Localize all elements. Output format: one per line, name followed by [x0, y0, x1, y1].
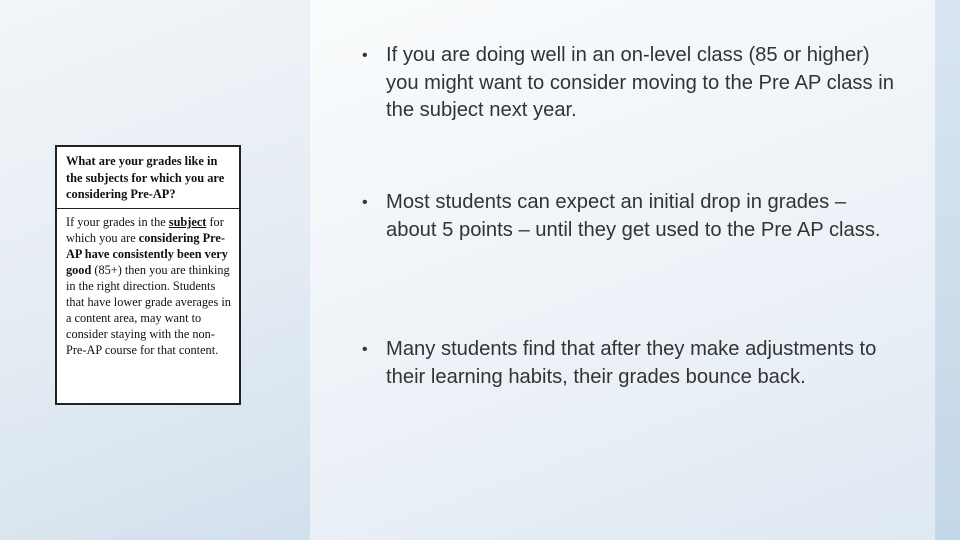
card-answer: [57, 209, 239, 363]
card-answer-bold: considering Pre-AP have consistently been very good: [66, 230, 228, 277]
card-answer-subject: subject: [168, 214, 207, 229]
bullet-text: Most students can expect an initial drop in grades – about 5 points – until they get used to the Pre AP class.: [386, 191, 881, 241]
bullet-item: [362, 189, 902, 244]
card-answer-text-1: If your grades in the: [66, 214, 169, 229]
bullet-dot-icon: •: [362, 194, 368, 211]
bullet-item: [362, 42, 902, 125]
bullet-text: Many students find that after they make adjustments to their learning habits, their grades bounce back.: [386, 338, 877, 388]
bullet-dot-icon: •: [362, 341, 368, 358]
card-question: What are your grades like in the subjects for which you are considering Pre-AP?: [57, 147, 239, 209]
card-answer-text-2: for which you are: [66, 214, 224, 245]
card-answer-text-3: (85+) then you are thinking in the right direction. Students that have lower grade averages in a content area, may want to consider staying with the non-Pre-AP course for that content.: [66, 262, 231, 358]
right-edge-strip: [935, 0, 960, 540]
pre-ap-info-card: [55, 145, 241, 405]
bullet-item: [362, 336, 902, 391]
bullet-dot-icon: •: [362, 47, 368, 64]
bullet-text: If you are doing well in an on-level class (85 or higher) you might want to consider moving to the Pre AP class in the subject next year.: [386, 44, 894, 121]
